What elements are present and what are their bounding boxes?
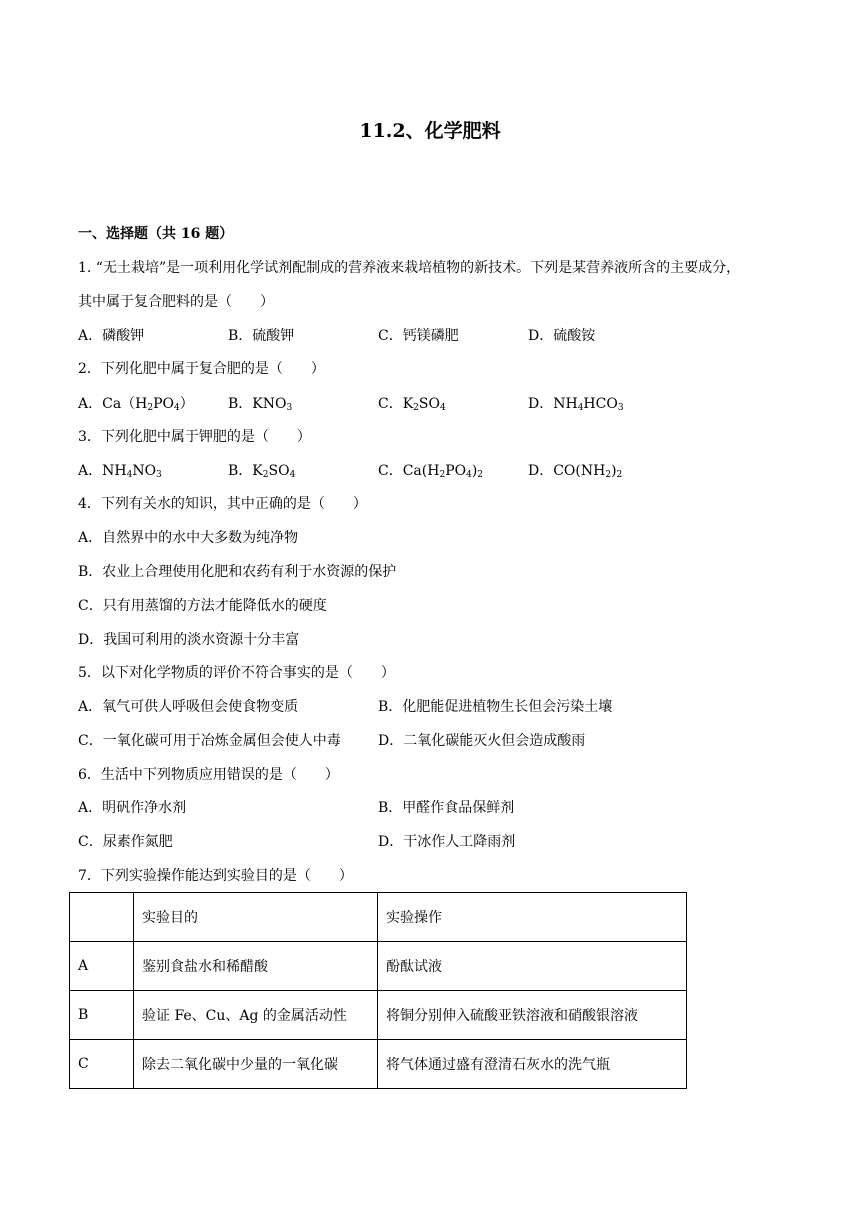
page-title: 11.2、化学肥料 xyxy=(359,120,501,142)
q5-option-c: C．一氧化碳可用于冶炼金属但会使人中毒 xyxy=(78,733,341,749)
q1-option-a: A．磷酸钾 xyxy=(78,328,145,344)
table-cell: 验证 Fe、Cu、Ag 的金属活动性 xyxy=(134,991,378,1040)
section-heading: 一、选择题（共 16 题） xyxy=(78,226,234,242)
q6-option-c: C．尿素作氮肥 xyxy=(78,834,173,850)
table-row xyxy=(70,991,687,1040)
q2-option-b: B．$KNO_3$ xyxy=(228,396,293,413)
q1-option-d: D．硫酸铵 xyxy=(528,328,596,344)
q2-option-d: D．$NH_4HCO_3$ xyxy=(528,396,624,413)
question-5-stem: 5．以下对化学物质的评价不符合事实的是（ ） xyxy=(78,665,395,681)
q2-option-a: A．$Ca(H_2PO_4)$ xyxy=(78,396,194,413)
table-header-cell xyxy=(70,893,134,942)
table-cell: 鉴别食盐水和稀醋酸 xyxy=(134,942,378,991)
table-cell: 酚酞试液 xyxy=(378,942,687,991)
q3-option-b: B．$K_2SO_4$ xyxy=(228,463,296,480)
q3-option-a: A．$NH_4NO_3$ xyxy=(78,463,162,480)
experiment-table xyxy=(69,892,687,1089)
q1-option-c: C．钙镁磷肥 xyxy=(378,328,459,344)
q3-option-d: D．$CO(NH_2)_2$ xyxy=(528,463,623,480)
question-3-stem: 3．下列化肥中属于钾肥的是（ ） xyxy=(78,429,311,445)
question-2-stem: 2．下列化肥中属于复合肥的是（ ） xyxy=(78,361,325,377)
q2-option-c: C．$K_2SO_4$ xyxy=(378,396,446,413)
q6-option-b: B．甲醛作食品保鲜剂 xyxy=(378,800,515,816)
q5-option-d: D．二氧化碳能灭火但会造成酸雨 xyxy=(378,733,586,749)
table-cell: A xyxy=(70,942,134,991)
q6-option-a: A．明矾作净水剂 xyxy=(78,800,187,816)
table-header-row xyxy=(70,893,687,942)
table-cell: 将气体通过盛有澄清石灰水的洗气瓶 xyxy=(378,1040,687,1089)
table-cell: 除去二氧化碳中少量的一氧化碳 xyxy=(134,1040,378,1089)
q4-option-c: C．只有用蒸馏的方法才能降低水的硬度 xyxy=(78,598,327,614)
q4-option-b: B．农业上合理使用化肥和农药有利于水资源的保护 xyxy=(78,564,397,580)
table-row xyxy=(70,942,687,991)
q5-option-b: B．化肥能促进植物生长但会污染土壤 xyxy=(378,699,613,715)
q3-option-c: C．$Ca(H_2PO_4)_2$ xyxy=(378,463,484,480)
q4-option-a: A．自然界中的水中大多数为纯净物 xyxy=(78,530,299,546)
q5-option-a: A．氧气可供人呼吸但会使食物变质 xyxy=(78,699,299,715)
question-1-stem-line-2: 其中属于复合肥料的是（ ） xyxy=(78,294,274,310)
table-header-cell: 实验操作 xyxy=(378,893,687,942)
table-header-cell: 实验目的 xyxy=(134,893,378,942)
question-7-stem: 7．下列实验操作能达到实验目的是（ ） xyxy=(78,868,353,884)
table-row xyxy=(70,1040,687,1089)
q6-option-d: D．干冰作人工降雨剂 xyxy=(378,834,516,850)
question-1-stem-line-1: 1. “无土栽培”是一项利用化学试剂配制成的营养液来栽培植物的新技术。下列是某营养液所含的主要成分， xyxy=(78,260,741,276)
table-cell: 将铜分别伸入硫酸亚铁溶液和硝酸银溶液 xyxy=(378,991,687,1040)
table-cell: B xyxy=(70,991,134,1040)
q1-option-b: B．硫酸钾 xyxy=(228,328,295,344)
question-4-stem: 4．下列有关水的知识，其中正确的是（ ） xyxy=(78,496,367,512)
q4-option-d: D．我国可利用的淡水资源十分丰富 xyxy=(78,632,300,648)
question-6-stem: 6．生活中下列物质应用错误的是（ ） xyxy=(78,767,339,783)
table-cell: C xyxy=(70,1040,134,1089)
